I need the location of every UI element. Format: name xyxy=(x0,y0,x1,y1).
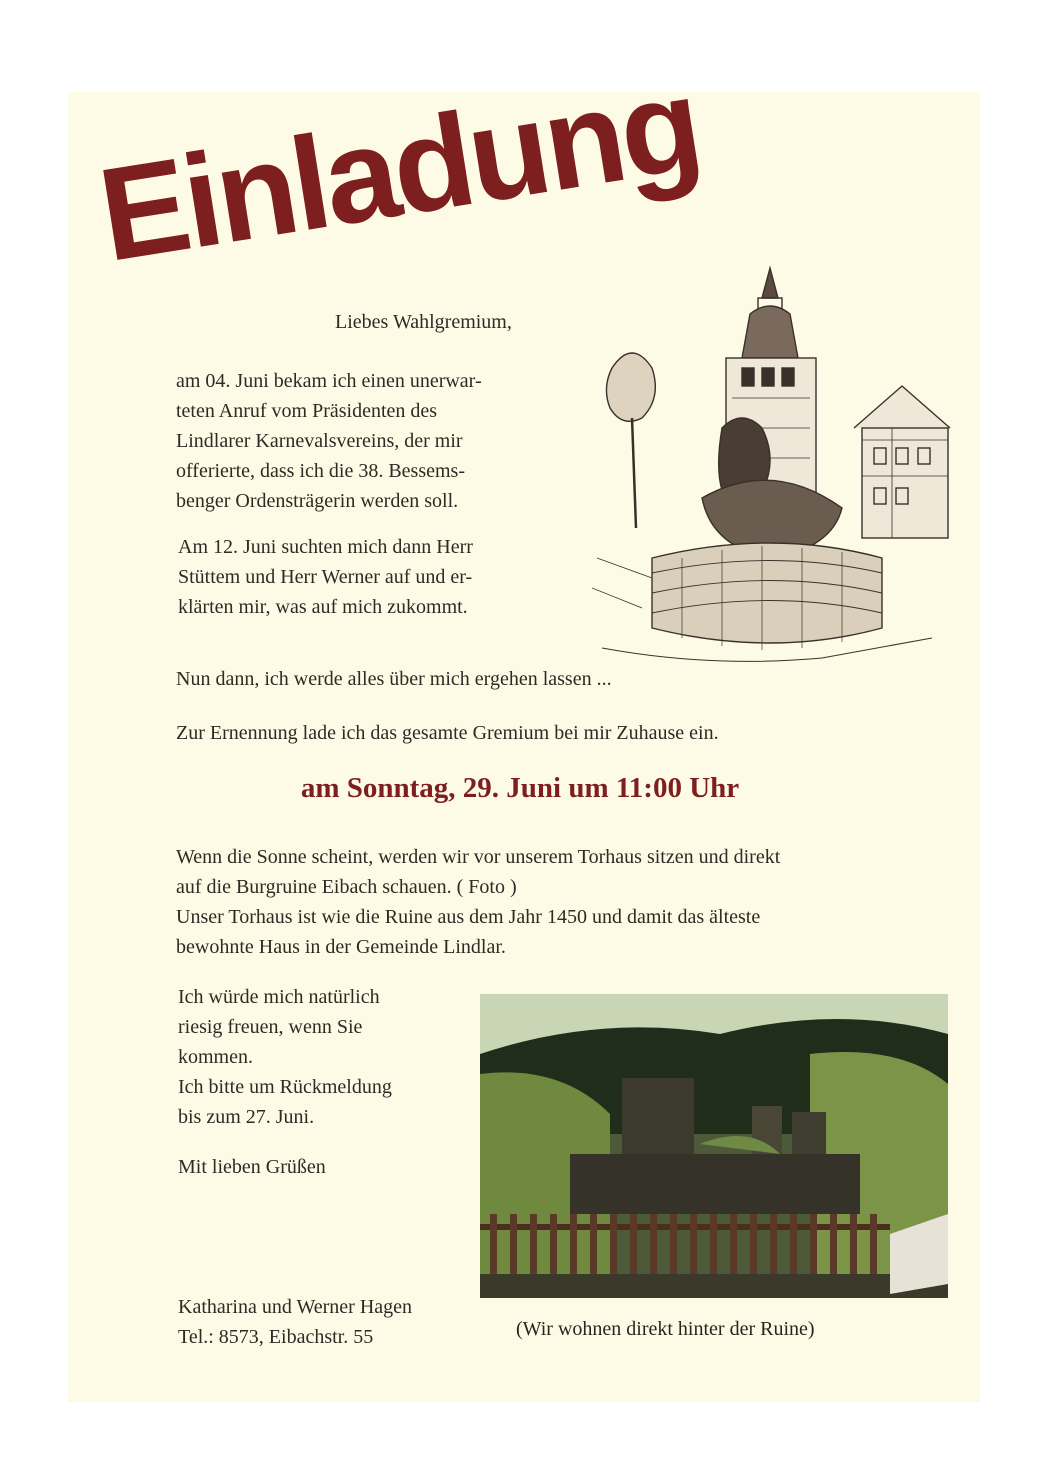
text-line: auf die Burgruine Eibach schauen. ( Foto ) xyxy=(176,876,517,898)
text-line: am 04. Juni bekam ich einen unerwar- xyxy=(176,370,482,392)
photo-caption: (Wir wohnen direkt hinter der Ruine) xyxy=(516,1318,815,1340)
text-line: benger Ordensträgerin werden soll. xyxy=(176,490,459,512)
paragraph-acceptance: Nun dann, ich werde alles über mich ergehen lassen ... xyxy=(176,668,612,690)
text-line: Lindlarer Karnevalsvereins, der mir xyxy=(176,430,463,452)
text-line: riesig freuen, wenn Sie xyxy=(178,1016,363,1038)
text-line: Unser Torhaus ist wie die Ruine aus dem Jahr 1450 und damit das älteste xyxy=(176,906,761,928)
text-line: offerierte, dass ich die 38. Bessems- xyxy=(176,460,465,482)
paragraph-invitation: Zur Ernennung lade ich das gesamte Gremium bei mir Zuhause ein. xyxy=(176,722,719,744)
closing: Mit lieben Grüßen xyxy=(178,1156,326,1178)
signature-contact: Tel.: 8573, Eibachstr. 55 xyxy=(178,1326,374,1348)
signature xyxy=(178,1292,412,1352)
text-line: bewohnte Haus in der Gemeinde Lindlar. xyxy=(176,936,506,958)
text-line: Stüttem und Herr Werner auf und er- xyxy=(178,566,473,588)
text-line: bis zum 27. Juni. xyxy=(178,1106,315,1128)
text-line: Am 12. Juni suchten mich dann Herr xyxy=(178,536,473,558)
paragraph-rsvp xyxy=(178,982,392,1132)
text-line: Wenn die Sonne scheint, werden wir vor unserem Torhaus sitzen und direkt xyxy=(176,846,781,868)
greeting: Liebes Wahlgremium, xyxy=(335,311,512,333)
castle-ruin-photo xyxy=(480,994,948,1298)
text-line: Ich würde mich natürlich xyxy=(178,986,380,1008)
signature-name: Katharina und Werner Hagen xyxy=(178,1296,413,1318)
text-line: teten Anruf vom Präsidenten des xyxy=(176,400,438,422)
event-date-heading: am Sonntag, 29. Juni um 11:00 Uhr xyxy=(300,772,740,804)
paragraph-location xyxy=(176,842,780,962)
text-line: klärten mir, was auf mich zukommt. xyxy=(178,596,468,618)
text-line: kommen. xyxy=(178,1046,253,1068)
paragraph-visit xyxy=(178,532,473,622)
text-line: Ich bitte um Rückmeldung xyxy=(178,1076,392,1098)
invitation-title: Einladung xyxy=(90,49,708,289)
paragraph-phone-call xyxy=(176,366,482,516)
church-fountain-sketch xyxy=(592,258,952,688)
